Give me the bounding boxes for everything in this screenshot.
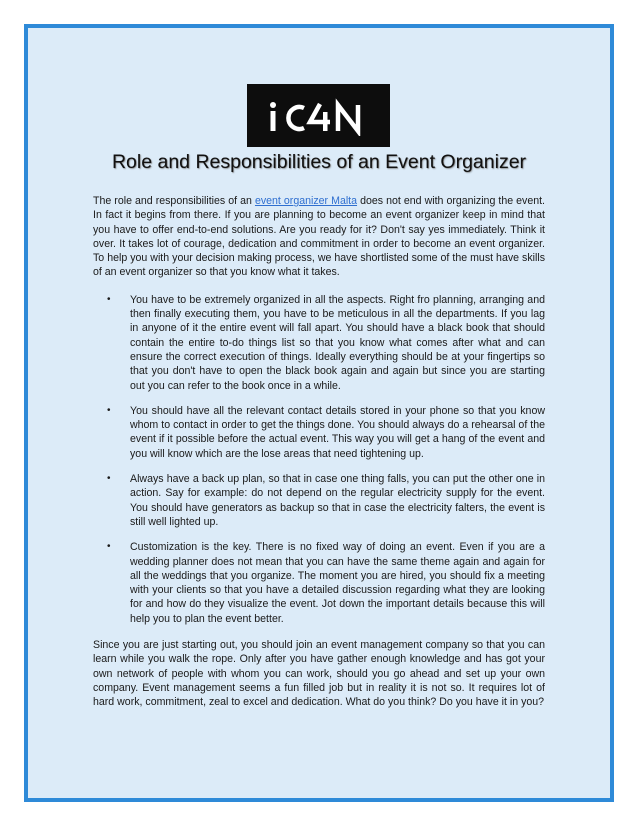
- intro-paragraph: [93, 194, 545, 280]
- bullet-icon: •: [107, 404, 111, 416]
- bullet-icon: •: [107, 473, 111, 485]
- bullet-icon: •: [107, 541, 111, 553]
- list-item-text: You have to be extremely organized in all the aspects. Right fro planning, arranging and then finally executing them, you have to be meticulous in all the departments. If you lag in anyone of it the entire event will fall apart. You should have a black book that should contain the entire to-do things list so that you know what comes after what and can ensure the correct execution of things. Ideally everything should be at your fingertips so that you don't have to open the black book again and again but since you are starting out you can refer to the book once in a while.: [130, 293, 545, 392]
- closing-paragraph: Since you are just starting out, you should join an event management company so that you can learn while you walk the rope. Only after you have gather enough knowledge and has got your own network of people with whom you can work, should you go ahead and set up your own company. Event management seems a fun filled job but in reality it is not so. It requires lot of hard work, commitment, zeal to excel and dedication. What do you think? Do you have it in you?: [93, 639, 545, 709]
- skills-bullet-list: [93, 293, 545, 626]
- list-item: [93, 540, 545, 626]
- intro-text-before-link: The role and responsibilities of an: [93, 195, 255, 207]
- bullet-icon: •: [107, 293, 111, 305]
- list-item: [93, 293, 545, 393]
- list-item-text: You should have all the relevant contact details stored in your phone so that you know whom to contact in order to get the things done. You should always do a rehearsal of the event if it possible before the actual event. This way you will get a hang of the event and you will know which are the lose areas that need tightening up.: [130, 404, 545, 460]
- document-body: [93, 194, 545, 710]
- list-item: [93, 472, 545, 529]
- list-item-text: Always have a back up plan, so that in case one thing falls, you can put the other one in action. Say for example: do not depend on the regular electricity supply for the event. You should have generators as backup so that in case the electricity falters, the event is still well lighted up.: [130, 473, 545, 528]
- ican-logo-mark: [264, 96, 374, 136]
- ican-logo: [247, 84, 390, 147]
- event-organizer-malta-link[interactable]: event organizer Malta: [254, 195, 358, 207]
- list-item-text: Customization is the key. There is no fixed way of doing an event. Even if you are a wedding planner does not mean that you can have the same theme again and again for all the weddings that you organize. The moment you are hired, you should fix a meeting with your clients so that you have a detailed discussion regarding what they are looking for and how do they visualize the event. Jot down the important details because this will help you to plan the event better.: [130, 541, 545, 625]
- document-title: Role and Responsibilities of an Event Organizer: [111, 151, 527, 173]
- intro-text-after-link: does not end with organizing the event. In fact it begins from there. If you are planning to become an event organizer keep in mind that you have to offer end-to-end solutions. Are you ready for it? Don't say yes immediately. Think it over. It takes lot of courage, dedication and commitment in order to become an event organizer. To help you with your decision making process, we have shortlisted some of the must have skills of an event organizer so that you know what it takes.: [93, 195, 546, 279]
- list-item: [93, 404, 545, 461]
